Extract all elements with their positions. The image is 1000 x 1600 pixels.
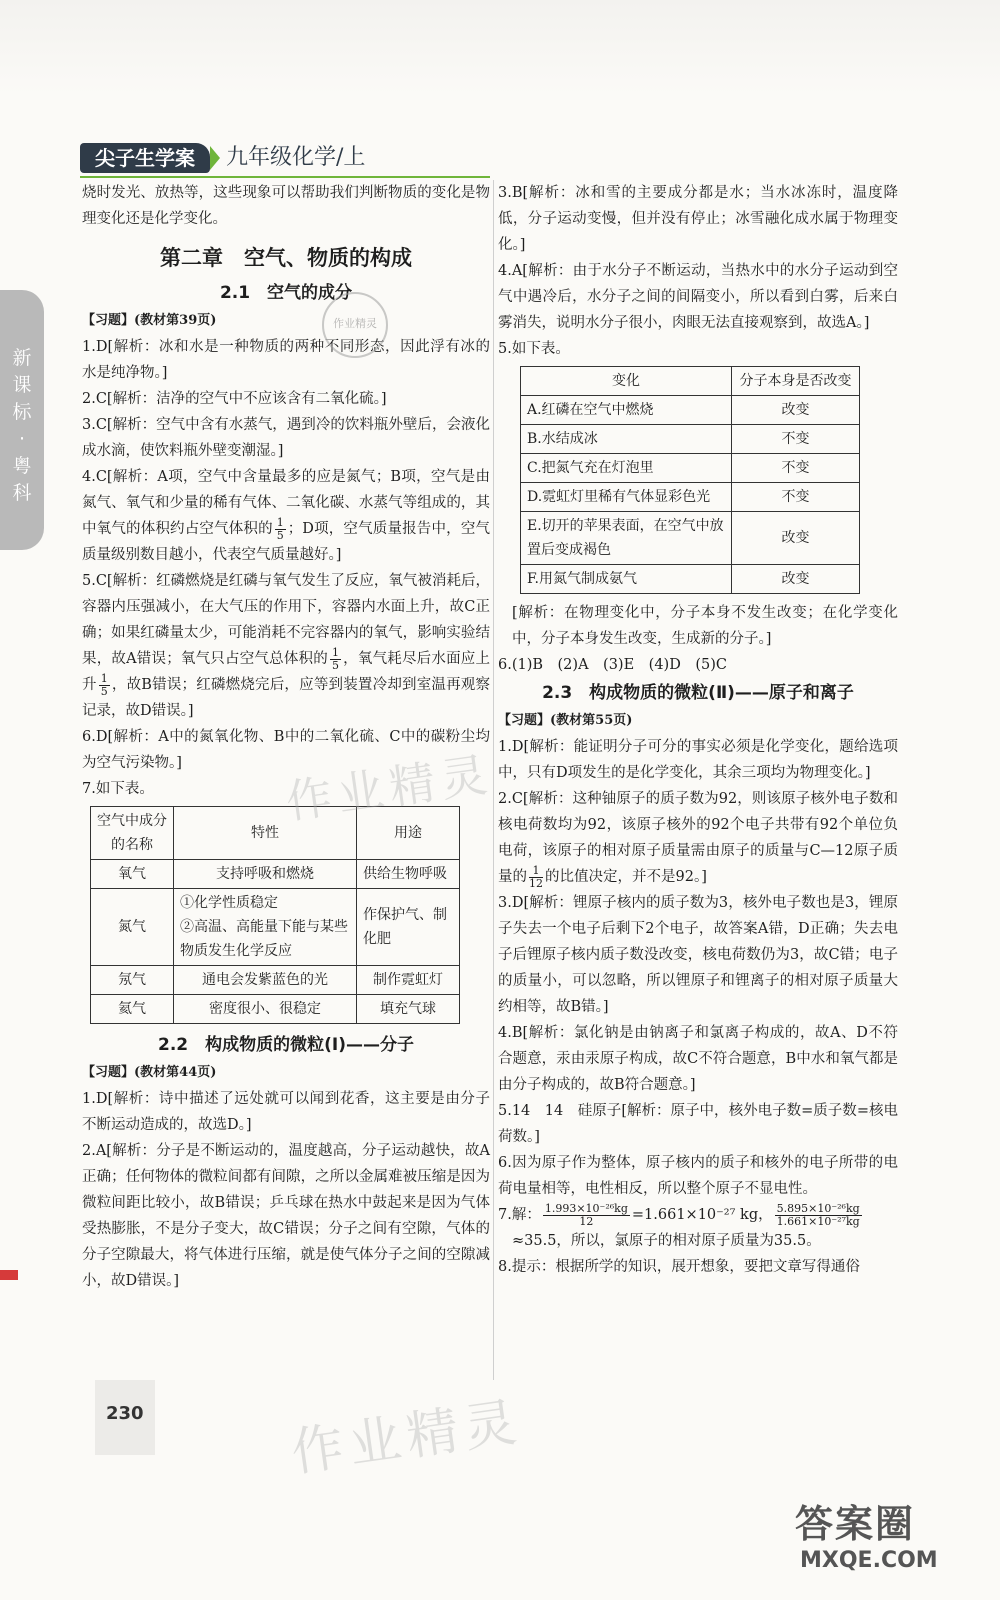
answer-2: 2.C[解析：洁净的空气中不应该含有二氧化硫。] — [82, 391, 387, 407]
table-cell: 支持呼吸和燃烧 — [174, 860, 357, 889]
intro-text: 烧时发光、放热等，这些现象可以帮助我们判断物质的变化是物理变化还是化学变化。 — [82, 185, 490, 227]
answer-s3-4: 4.B[解析：氯化钠是由钠离子和氯离子构成的，故A、D不符合题意，汞由汞原子构成，故C不符合题意，B中水和氧气都是由分子构成的，故B符合题意。] — [498, 1025, 898, 1093]
table-cell: 改变 — [732, 512, 860, 565]
fraction-numerator: 5.895×10⁻²⁶kg — [776, 1201, 860, 1215]
answer-s3-6: 6.因为原子作为整体，原子核内的质子和核外的电子所带的电荷电量相等，电性相反，所以整个原子不显电性。 — [498, 1155, 898, 1197]
answer-4-part-b: ；D项，空气质量报告中，空气质量级别数目越小，代表空气质量越好。] — [82, 521, 491, 563]
answer-7: 7.如下表。 — [82, 781, 154, 797]
table-cell: C.把氮气充在灯泡里 — [521, 454, 732, 483]
table-cell: A.红磷在空气中燃烧 — [521, 396, 732, 425]
fraction-numerator: 1 — [276, 515, 284, 529]
table-cell: ①化学性质稳定 ②高温、高能量下能与某些物质发生化学反应 — [174, 889, 357, 966]
table-cell: 不变 — [732, 454, 860, 483]
answer-s2-6: 6.(1)B (2)A (3)E (4)D (5)C — [498, 657, 727, 673]
fraction — [775, 1203, 862, 1228]
side-tab-label: 新课标·粤科 — [12, 347, 32, 504]
fraction-denominator: 5 — [276, 528, 284, 542]
exercise-label: 【习题】(教材第44页) — [82, 1065, 217, 1080]
answer-5 — [82, 568, 490, 724]
table-cell: 供给生物呼吸 — [357, 860, 460, 889]
table-cell: F.用氮气制成氨气 — [521, 565, 732, 594]
answer-s2-3: 3.B[解析：冰和雪的主要成分都是水；当水冰冻时，温度降低，分子运动变慢，但并没有停止；冰雪融化成水属于物理变化。] — [498, 185, 898, 253]
table-cell: 密度很小、很稳定 — [174, 995, 357, 1024]
answer-4 — [82, 464, 490, 568]
table-header-cell: 分子本身是否改变 — [732, 367, 860, 396]
answer-s3-7 — [498, 1202, 898, 1228]
answer-s3-2-part-a: 2.C[解析：这种铀原子的质子数为92，则该原子核外电子数和核电荷数均为92，该原子核外的92个电子共带有92个单位负电荷，该原子的相对原子质量需由原子的质量与C—12原子质量的 — [498, 791, 898, 885]
table-cell: 改变 — [732, 565, 860, 594]
answer-4-part-a: 4.C[解析：A项，空气中含量最多的应是氮气；B项，空气是由氮气、氧气和少量的稀有气体、二氧化碳、水蒸气等组成的，其中氧气的体积约占空气体积的 — [82, 469, 490, 537]
answer-s2-2: 2.A[解析：分子是不断运动的，温度越高，分子运动越快，故A正确；任何物体的微粒间都有间隙，之所以金属难被压缩是因为微粒间距比较小，故B错误；乒乓球在热水中鼓起来是因为气体受热膨胀，不是分子变大，故C错误；分子之间有空隙，气体的分子空隙最大，将气体进行压缩，就是使气体分子之间的空隙减小，故D错误。] — [82, 1143, 490, 1289]
fraction-denominator: 5 — [331, 658, 339, 672]
table-header-cell: 特性 — [174, 807, 357, 860]
table-row — [521, 454, 860, 483]
site-logo: 答案圈 — [795, 1502, 916, 1546]
air-components-table — [90, 806, 460, 1024]
table-header-cell: 用途 — [357, 807, 460, 860]
answer-5-part-c: ，故B错误；红磷燃烧完后，应等到装置冷却到室温再观察记录，故D错误。] — [82, 677, 491, 719]
table-cell: 氮气 — [91, 889, 174, 966]
section-title-2-2: 2.2 构成物质的微粒(Ⅰ)——分子 — [158, 1035, 414, 1055]
fraction — [275, 517, 286, 542]
answer-s2-5-note: [解析：在物理变化中，分子本身不发生改变；在化学变化中，分子本身发生改变，生成新的分子。] — [512, 605, 898, 647]
fraction — [543, 1203, 630, 1228]
table-cell: B.水结成冰 — [521, 425, 732, 454]
fraction — [330, 647, 341, 672]
table-cell: 氖气 — [91, 966, 174, 995]
answer-s3-7-mid: =1.661×10⁻²⁷ kg， — [631, 1207, 773, 1223]
section-title-2-3: 2.3 构成物质的微粒(Ⅱ)——原子和离子 — [542, 683, 854, 703]
answer-s3-3: 3.D[解析：锂原子核内的质子数为3，核外电子数也是3，锂原子失去一个电子后剩下2个电子，故答案A错，D正确；失去电子后锂原子核内质子数没改变，核电荷数仍为3，故C错；电子的质量小，可以忽略，所以锂原子和锂离子的相对原子质量大约相等，故B错。] — [498, 895, 898, 1015]
answer-s3-2 — [498, 786, 898, 890]
table-row — [521, 565, 860, 594]
answer-s2-5: 5.如下表。 — [498, 341, 570, 357]
answer-5-part-a: 5.C[解析：红磷燃烧是红磷与氧气发生了反应，氧气被消耗后，容器内压强减小，在大气压的作用下，容器内水面上升，故C正确；如果红磷量太少，可能消耗不完容器内的氧气，影响实验结果，故A错误；氧气只占空气总体积的 — [82, 573, 490, 667]
table-cell: 改变 — [732, 396, 860, 425]
table-cell: E.切开的苹果表面，在空气中放置后变成褐色 — [521, 512, 732, 565]
answer-6: 6.D[解析：A中的氮氧化物、B中的二氧化硫、C中的碳粉尘均为空气污染物。] — [82, 729, 490, 771]
watermark: 作业精灵 — [282, 746, 497, 830]
fraction — [529, 865, 543, 890]
fraction-denominator: 12 — [529, 876, 543, 890]
page-top-shadow — [0, 0, 1000, 95]
stamp: 作业精灵 — [322, 292, 388, 358]
table-header-cell: 变化 — [521, 367, 732, 396]
fraction-numerator: 1 — [331, 645, 339, 659]
right-column — [498, 176, 898, 1280]
site-url: MXQE.COM — [800, 1548, 938, 1573]
answer-s2-4: 4.A[解析：由于水分子不断运动，当热水中的水分子运动到空气中遇冷后，水分子之间的间隔变小，所以看到白雾，后来白雾消失，说明水分子很小，肉眼无法直接观察到，故选A。] — [498, 263, 898, 331]
answer-5-part-b: ，氧气耗尽后水面应上升 — [82, 651, 490, 693]
answer-s3-7-result: ≈35.5，所以，氯原子的相对原子质量为35.5。 — [512, 1233, 821, 1249]
table-row — [521, 396, 860, 425]
leaf-icon — [210, 146, 220, 170]
table-cell: 不变 — [732, 425, 860, 454]
fraction-numerator: 1 — [529, 865, 543, 878]
table-row — [91, 889, 460, 966]
fraction-denominator: 12 — [579, 1214, 594, 1228]
page-number: 230 — [106, 1403, 144, 1424]
table-cell: 制作霓虹灯 — [357, 966, 460, 995]
table-row — [521, 425, 860, 454]
answer-s3-8: 8.提示：根据所学的知识，展开想象，要把文章写得通俗 — [498, 1259, 860, 1275]
fraction-numerator: 1.993×10⁻²⁶kg — [544, 1201, 628, 1215]
table-cell: 作保护气、制化肥 — [357, 889, 460, 966]
watermark: 作业精灵 — [287, 1392, 526, 1484]
table-header-row — [521, 367, 860, 396]
answer-s3-2-part-b: 的比值决定，并不是92。] — [545, 869, 707, 885]
left-column — [82, 176, 490, 1294]
fraction-denominator: 5 — [100, 684, 108, 698]
table-cell: 通电会发紫蓝色的光 — [174, 966, 357, 995]
section-title-2-1: 2.1 空气的成分 — [219, 283, 353, 303]
answer-s3-7-label: 7.解： — [498, 1207, 541, 1223]
table-row — [521, 483, 860, 512]
table-cell: 氦气 — [91, 995, 174, 1024]
fraction-denominator: 1.661×10⁻²⁷kg — [776, 1214, 860, 1228]
table-row — [91, 860, 460, 889]
answer-1: 1.D[解析：冰和水是一种物质的两种不同形态，因此浮有冰的水是纯净物。] — [82, 339, 490, 381]
exercise-label: 【习题】(教材第39页) — [82, 313, 217, 328]
fraction — [99, 673, 110, 698]
answer-s2-1: 1.D[解析：诗中描述了远处就可以闻到花香，这主要是由分子不断运动造成的，故选D。] — [82, 1091, 490, 1133]
exercise-label: 【习题】(教材第55页) — [498, 713, 633, 728]
table-row — [91, 995, 460, 1024]
table-cell: 不变 — [732, 483, 860, 512]
molecule-change-table — [520, 366, 860, 594]
answer-s3-5: 5.14 14 硅原子[解析：原子中，核外电子数=质子数=核电荷数。] — [498, 1103, 898, 1145]
table-cell: 氧气 — [91, 860, 174, 889]
table-row — [521, 512, 860, 565]
brand-logo: 尖子生学案 — [80, 143, 210, 173]
side-marker — [0, 1270, 18, 1280]
table-cell: 填充气球 — [357, 995, 460, 1024]
table-cell: D.霓虹灯里稀有气体显彩色光 — [521, 483, 732, 512]
chapter-title: 第二章 空气、物质的构成 — [160, 246, 412, 270]
answer-s3-1: 1.D[解析：能证明分子可分的事实必须是化学变化，题给选项中，只有D项发生的是化学变化，其余三项均为物理变化。] — [498, 739, 898, 781]
table-row — [91, 966, 460, 995]
answer-3: 3.C[解析：空气中含有水蒸气，遇到冷的饮料瓶外壁后，会液化成水滴，使饮料瓶外壁变潮湿。] — [82, 417, 490, 459]
fraction-numerator: 1 — [100, 671, 108, 685]
table-header-cell: 空气中成分的名称 — [91, 807, 174, 860]
book-subtitle: 九年级化学/上 — [226, 145, 366, 170]
